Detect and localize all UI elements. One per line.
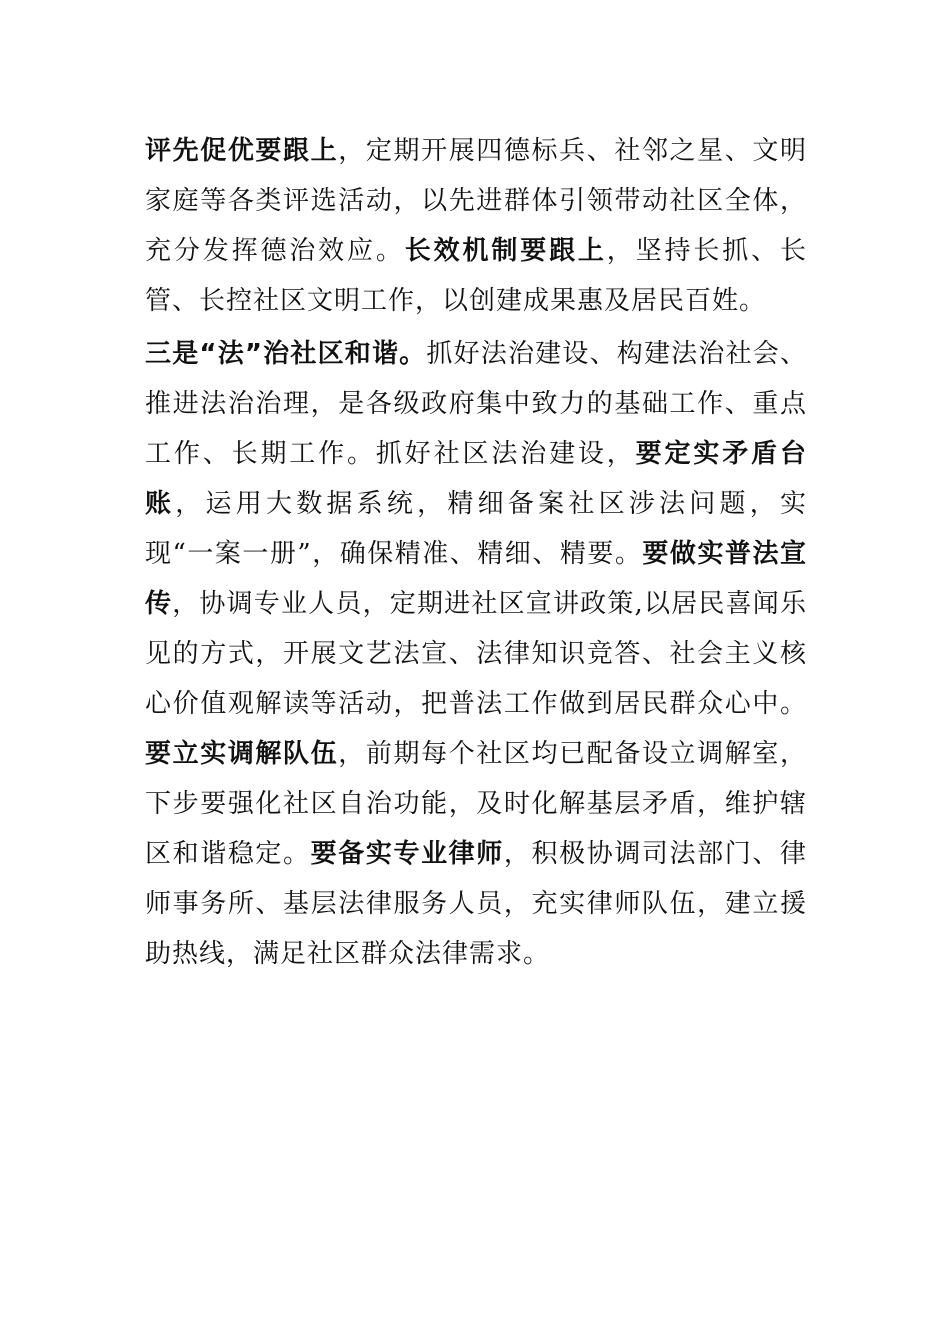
text-run: ，协调专业人员，定期进社区宣讲政策,以居民喜闻乐见的方式，开展文艺法宣、法律知识竞答、社会主义核心价值观解读等活动，把普法工作做到居民群众心中。 xyxy=(145,589,807,719)
text-run: ，前期每个社区均已配备设立调解室，下步要强化社区自治功能，及时化解基层矛盾，维护辖区和谐稳定。 xyxy=(145,739,807,869)
text-run: ，运用大数据系统，精细备案社区涉法问题，实现“一案一册”，确保精准、精细、精要。 xyxy=(145,489,807,569)
document-body xyxy=(145,126,807,982)
bold-phrase: 要立实调解队伍 xyxy=(145,739,339,769)
bold-phrase: 要备实专业律师 xyxy=(310,839,504,869)
text-run: ，坚持长抓、长管、长控社区文明工作，以创建成果惠及居民百姓。 xyxy=(145,236,807,316)
text-run: 抓好法治建设、构建法治社会、推进法治治理，是各级政府集中致力的基础工作、重点工作、长期工作。抓好社区法治建设， xyxy=(145,339,807,469)
bold-phrase: 要定实矛盾台账 xyxy=(145,439,807,519)
paragraph-2 xyxy=(145,329,807,979)
bold-phrase: 评先促优要跟上 xyxy=(145,136,339,166)
bold-phrase: 长效机制要跟上 xyxy=(404,236,607,266)
bold-phrase: 要做实普法宣传 xyxy=(145,539,807,619)
section-heading: 三是“法”治社区和谐。 xyxy=(145,339,427,369)
text-run: ，积极协调司法部门、律师事务所、基层法律服务人员，充实律师队伍，建立援助热线，满足社区群众法律需求。 xyxy=(145,839,807,969)
paragraph-1 xyxy=(145,126,807,326)
text-run: ，定期开展四德标兵、社邻之星、文明家庭等各类评选活动，以先进群体引领带动社区全体，充分发挥德治效应。 xyxy=(145,136,807,266)
